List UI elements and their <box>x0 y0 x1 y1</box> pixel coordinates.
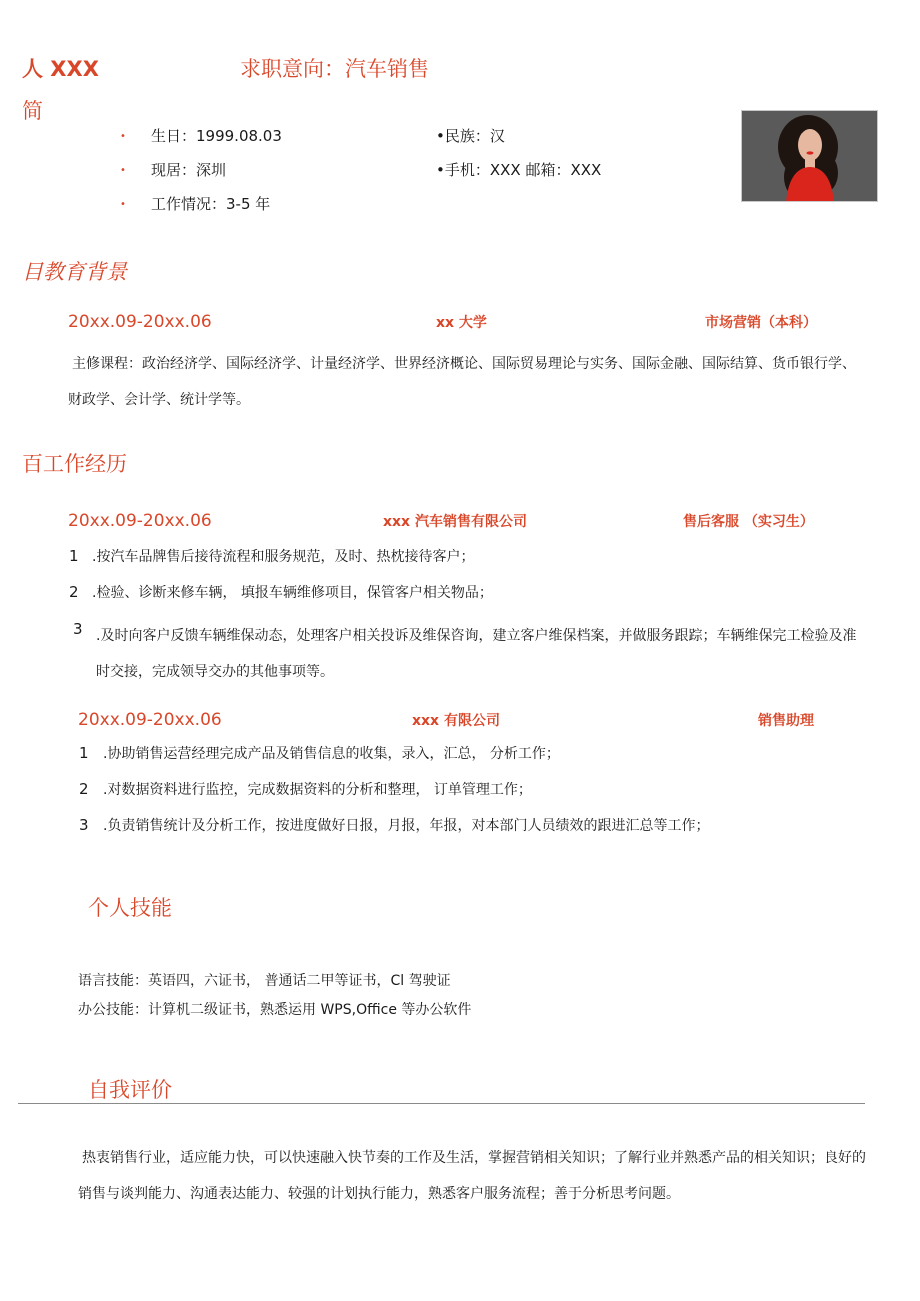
section-divider <box>18 1103 865 1104</box>
job-company: xxx 有限公司 <box>412 713 500 729</box>
duty-number: 2 <box>79 780 89 798</box>
candidate-name: 人 XXX <box>22 57 99 81</box>
education-period: 20xx.09-20xx.06 <box>68 312 212 332</box>
skill-office: 办公技能：计算机二级证书，熟悉运用 WPS,Office 等办公软件 <box>78 1002 472 1018</box>
info-ethnicity: •民族：汉 <box>436 127 505 145</box>
info-residence: 现居：深圳 <box>151 161 227 179</box>
job-role: 销售助理 <box>758 713 814 729</box>
duty-number: 1 <box>69 547 79 565</box>
portrait-image <box>742 111 878 202</box>
evaluation-text: 热衷销售行业，适应能力快，可以快速融入快节奏的工作及生活，掌握营销相关知识；了解行业并熟悉产品的相关知识；良好的销售与谈判能力、沟通表达能力、较强的计划执行能力，熟悉客户服务流程；善于分析思考问题。 <box>78 1150 866 1202</box>
bullet-icon: • <box>120 131 126 142</box>
job-company: xxx 汽车销售有限公司 <box>383 514 527 530</box>
work-title: 百工作经历 <box>22 452 127 476</box>
duty-text-wrapped: .及时向客户反馈车辆维保动态，处理客户相关投诉及维保咨询，建立客户维保档案，并做服务跟踪；车辆维保完工检验及准时交接，完成领导交办的其他事项等。 <box>96 628 857 680</box>
info-contact: •手机：XXX 邮箱：XXX <box>436 161 602 179</box>
bullet-icon: • <box>120 165 126 176</box>
duty-number: 1 <box>79 744 89 762</box>
duty-number: 3 <box>79 816 89 834</box>
duty-text: .按汽车品牌售后接待流程和服务规范，及时、热枕接待客户； <box>92 549 475 565</box>
duty-text: .协助销售运营经理完成产品及销售信息的收集，录入，汇总， 分析工作； <box>103 746 560 762</box>
duty-text <box>96 618 868 690</box>
education-major: 市场营销（本科） <box>705 315 817 331</box>
education-title: 目教育背景 <box>22 260 127 284</box>
profile-photo <box>741 110 878 202</box>
resume-side-char: 简 <box>22 99 43 123</box>
education-school: xx 大学 <box>436 315 487 331</box>
duty-text: .负责销售统计及分析工作，按进度做好日报，月报，年报，对本部门人员绩效的跟进汇总等工作； <box>103 818 710 834</box>
skill-language: 语言技能：英语四，六证书， 普通话二甲等证书，Cl 驾驶证 <box>78 973 451 989</box>
duty-number: 2 <box>69 583 79 601</box>
duty-number: 3 <box>73 620 83 638</box>
education-courses: 主修课程：政治经济学、国际经济学、计量经济学、世界经济概论、国际贸易理论与实务、国际金融、国际结算、货币银行学、财政学、会计学、统计学等。 <box>68 356 856 408</box>
info-experience: 工作情况：3-5 年 <box>151 195 271 213</box>
duty-text: .对数据资料进行监控，完成数据资料的分析和整理， 订单管理工作； <box>103 782 532 798</box>
skills-title: 个人技能 <box>88 896 172 920</box>
job-intent: 求职意向：汽车销售 <box>240 57 429 81</box>
job-period: 20xx.09-20xx.06 <box>68 511 212 531</box>
evaluation-title: 自我评价 <box>88 1078 172 1102</box>
bullet-icon: • <box>120 199 126 210</box>
job-role: 售后客服 （实习生） <box>683 514 814 530</box>
duty-text: .检验、诊断来修车辆， 填报车辆维修项目，保管客户相关物品； <box>92 585 493 601</box>
info-birth: 生日：1999.08.03 <box>151 127 282 145</box>
job-period: 20xx.09-20xx.06 <box>78 710 222 730</box>
